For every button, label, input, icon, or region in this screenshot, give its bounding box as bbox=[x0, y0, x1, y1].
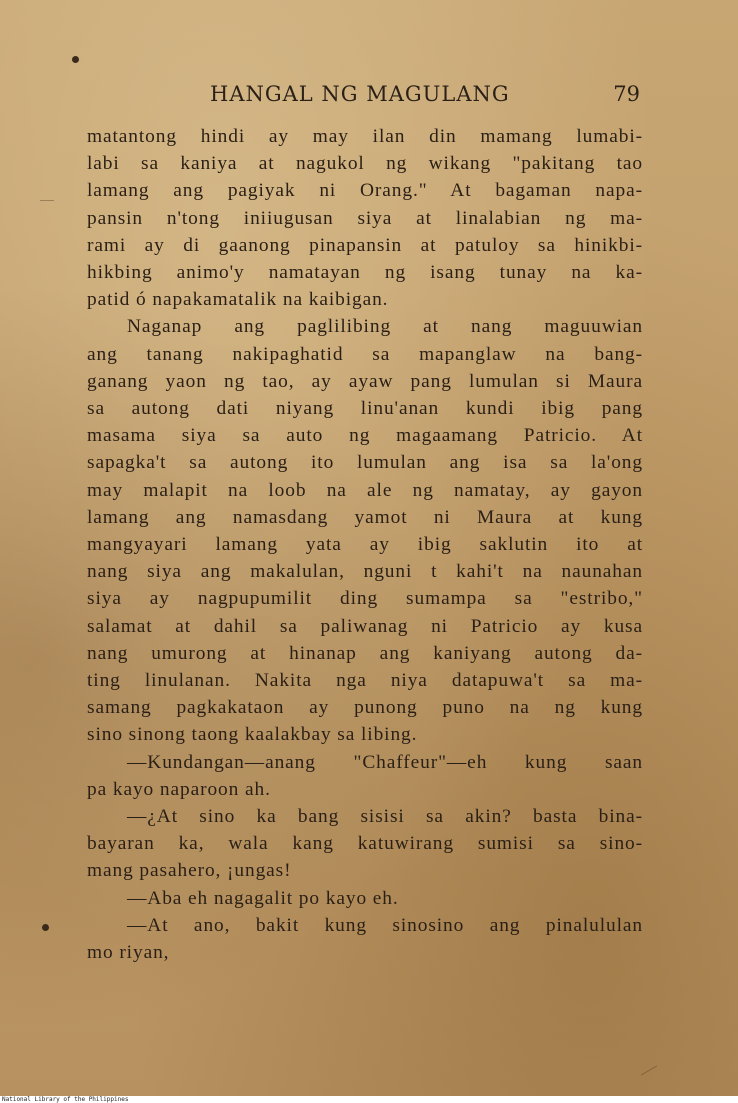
running-header bbox=[80, 82, 640, 112]
text-line: may malapit na loob na ale ng namatay, ay gayon bbox=[87, 479, 643, 501]
text-line: hikbing animo'y namatayan ng isang tunay na ka- bbox=[87, 262, 643, 284]
library-credit: National Library of the Philippines bbox=[2, 1096, 129, 1103]
text-line: siya ay nagpupumilit ding sumampa sa "estribo," bbox=[87, 588, 643, 610]
text-line: mo riyan, bbox=[87, 942, 170, 964]
paragraph bbox=[87, 123, 643, 313]
text-line: —Aba eh nagagalit po kayo eh. bbox=[127, 887, 399, 909]
text-line: matantong hindi ay may ilan din mamang lumabi- bbox=[87, 126, 643, 147]
paragraph bbox=[87, 885, 643, 912]
text-line: pansin n'tong iniiugusan siya at linalabian ng ma- bbox=[87, 207, 643, 229]
text-line: ganang yaon ng tao, ay ayaw pang lumulan si Maura bbox=[87, 370, 643, 392]
paragraph bbox=[87, 912, 643, 966]
text-line: labi sa kaniya at nagukol ng wikang "pakitang tao bbox=[87, 153, 643, 175]
page-number: 79 bbox=[613, 82, 640, 106]
text-line: —Kundangan—anang "Chaffeur"—eh kung saan bbox=[127, 751, 643, 773]
paragraph bbox=[87, 749, 643, 803]
text-line: lamang ang pagiyak ni Orang." At bagaman napa- bbox=[87, 180, 643, 202]
text-line: lamang ang namasdang yamot ni Maura at kung bbox=[87, 506, 643, 528]
running-title: HANGAL NG MAGULANG bbox=[210, 82, 510, 106]
text-line: —At ano, bakit kung sinosino ang pinalululan bbox=[127, 914, 643, 936]
text-line: Naganap ang paglilibing at nang maguuwian bbox=[127, 316, 643, 338]
paragraph bbox=[87, 313, 643, 748]
ink-dot bbox=[72, 56, 79, 63]
text-line: masama siya sa auto ng magaamang Patricio. At bbox=[87, 425, 643, 447]
text-line: sapagka't sa autong ito lumulan ang isa sa la'ong bbox=[87, 452, 643, 474]
text-line: ang tanang nakipaghatid sa mapanglaw na bang- bbox=[87, 343, 643, 365]
margin-mark bbox=[40, 200, 54, 201]
text-line: —¿At sino ka bang sisisi sa akin? basta bina- bbox=[127, 806, 643, 828]
body-text bbox=[87, 123, 643, 966]
text-line: nang umurong at hinanap ang kaniyang autong da- bbox=[87, 642, 643, 664]
paragraph bbox=[87, 803, 643, 885]
text-line: pa kayo naparoon ah. bbox=[87, 778, 271, 800]
text-line: samang pagkakataon ay punong puno na ng kung bbox=[87, 697, 643, 719]
text-line: sa autong dati niyang linu'anan kundi ibig pang bbox=[87, 398, 643, 420]
text-line: nang siya ang makalulan, nguni t kahi't na naunahan bbox=[87, 561, 643, 583]
text-line: salamat at dahil sa paliwanag ni Patricio ay kusa bbox=[87, 615, 643, 637]
text-line: ting linulanan. Nakita nga niya datapuwa't sa ma- bbox=[87, 670, 643, 692]
text-line: patid ó napakamatalik na kaibigan. bbox=[87, 289, 389, 311]
text-line: bayaran ka, wala kang katuwirang sumisi sa sino- bbox=[87, 833, 643, 855]
footer-strip bbox=[0, 1096, 738, 1103]
text-line: mangyayari lamang yata ay ibig saklutin ito at bbox=[87, 534, 643, 556]
ink-dot bbox=[42, 924, 49, 931]
text-line: sino sinong taong kaalakbay sa libing. bbox=[87, 724, 418, 746]
margin-mark bbox=[641, 1066, 657, 1076]
text-line: mang pasahero, ¡ungas! bbox=[87, 860, 292, 882]
text-line: rami ay di gaanong pinapansin at patuloy sa hinikbi- bbox=[87, 234, 643, 256]
